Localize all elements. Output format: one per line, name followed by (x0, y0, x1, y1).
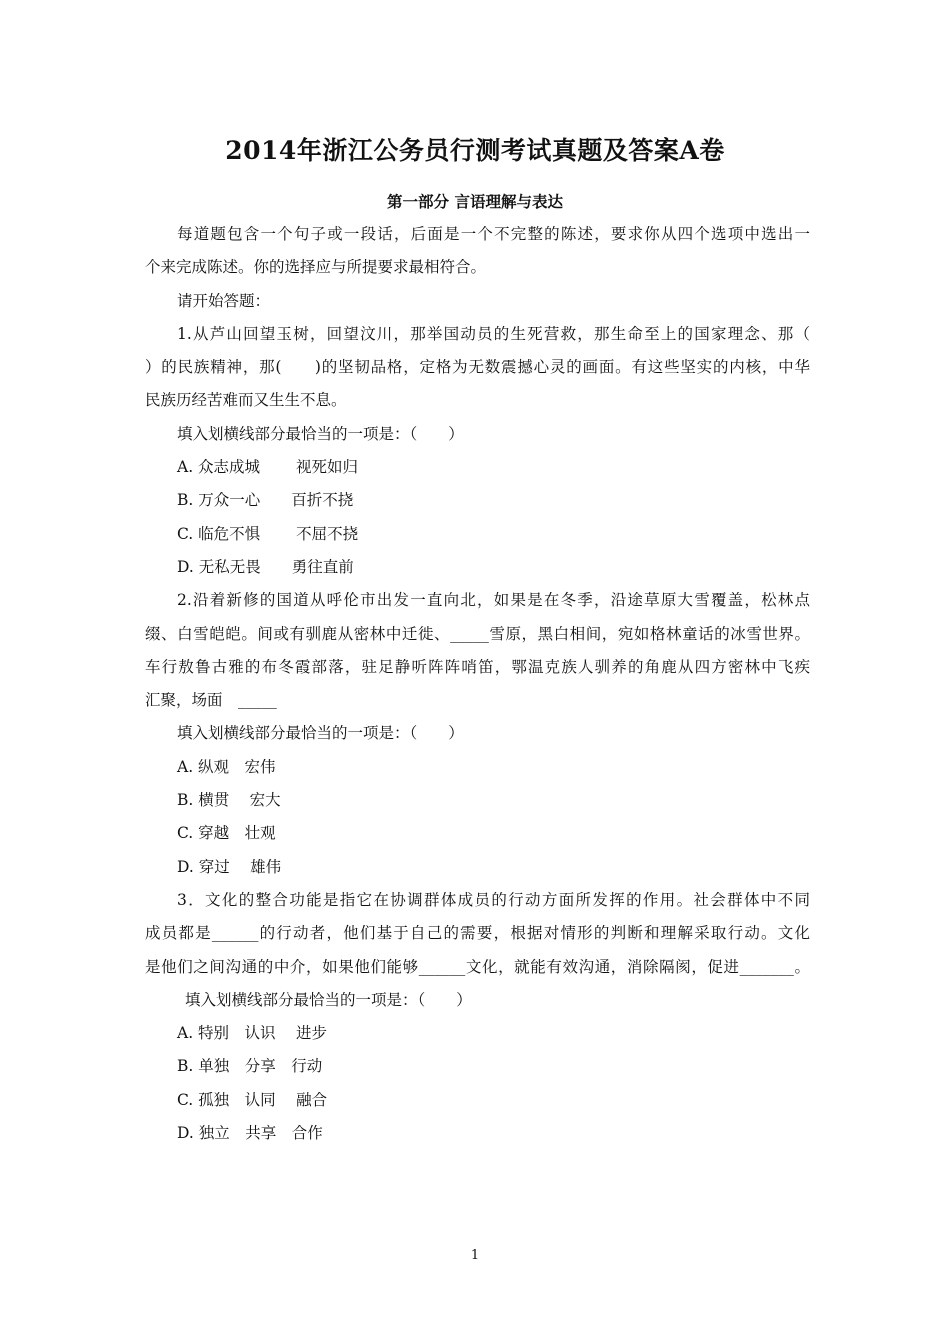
question-1-prompt: 填入划横线部分最恰当的一项是：（ ） (177, 424, 464, 443)
question-2-line-3: 车行敖鲁古雅的布冬霞部落，驻足静听阵阵哨笛，鄂温克族人驯养的角鹿从四方密林中飞疾 (145, 657, 810, 676)
document-title: 2014年浙江公务员行测考试真题及答案A卷 (225, 136, 725, 165)
question-3-prompt: 填入划横线部分最恰当的一项是：（ ） (185, 990, 472, 1009)
question-2-option-d: D. 穿过 雄伟 (177, 857, 282, 876)
question-2-prompt: 填入划横线部分最恰当的一项是：（ ） (177, 724, 464, 743)
question-3-option-c: C. 孤独 认同 融合 (177, 1090, 328, 1109)
question-2-option-a: A. 纵观 宏伟 (177, 757, 276, 776)
question-3-line-1: 3．文化的整合功能是指它在协调群体成员的行动方面所发挥的作用。社会群体中不同 (177, 890, 810, 909)
question-1-option-a: A. 众志成城 视死如归 (177, 458, 358, 477)
question-2-option-c: C. 穿越 壮观 (177, 824, 276, 843)
question-1-option-c: C. 临危不惧 不屈不挠 (177, 524, 359, 543)
section-title: 第一部分 言语理解与表达 (387, 192, 563, 211)
document-body (145, 218, 810, 1150)
question-3-line-3: 是他们之间沟通的中介，如果他们能够______文化，就能有效沟通，消除隔阂，促进_______。 (145, 957, 810, 976)
question-1-option-d: D. 无私无畏 勇往直前 (177, 557, 354, 576)
intro-line-1: 每道题包含一个句子或一段话，后面是一个不完整的陈述，要求你从四个选项中选出一 (177, 225, 810, 243)
start-instruction: 请开始答题： (177, 291, 271, 310)
question-1-line-2: ）的民族精神，那( )的坚韧品格，定格为无数震撼心灵的画面。有这些坚实的内核，中华 (145, 358, 810, 377)
question-3-option-a: A. 特别 认识 进步 (177, 1024, 327, 1043)
page-number: 1 (470, 1248, 480, 1263)
question-3-option-b: B. 单独 分享 行动 (177, 1057, 323, 1076)
question-2-option-b: B. 横贯 宏大 (177, 791, 281, 810)
question-2-line-4: 汇聚，场面 _____ (145, 691, 277, 710)
question-1-line-1: 1.从芦山回望玉树，回望汶川，那举国动员的生死营救，那生命至上的国家理念、那（ (177, 324, 810, 343)
question-2-line-1: 2.沿着新修的国道从呼伦市出发一直向北，如果是在冬季，沿途草原大雪覆盖，松林点 (177, 591, 810, 610)
question-1-option-b: B. 万众一心 百折不挠 (177, 491, 354, 510)
question-3-line-2: 成员都是______的行动者，他们基于自己的需要，根据对情形的判断和理解采取行动。文化 (145, 924, 810, 943)
question-2-line-2: 缀、白雪皑皑。间或有驯鹿从密林中迁徙、_____雪原，黑白相间，宛如格林童话的冰雪世界。 (145, 624, 810, 643)
question-3-option-d: D. 独立 共享 合作 (177, 1124, 323, 1143)
intro-line-2: 个来完成陈述。你的选择应与所提要求最相符合。 (145, 258, 487, 277)
question-1-line-3: 民族历经苦难而又生生不息。 (145, 391, 347, 410)
